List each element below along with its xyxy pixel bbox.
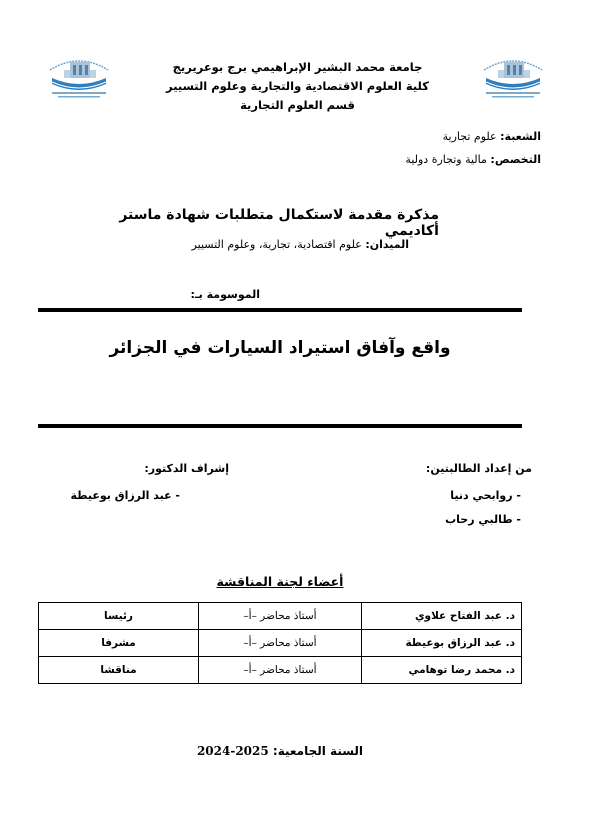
university-name: جامعة محمد البشير الإبراهيمي برج بوعريريج [172,60,423,74]
bottom-divider [38,424,522,428]
table-row [39,657,522,684]
supervisor-name: - عبد الرزاق بوعيطة [70,489,180,502]
department-name: قسم العلوم التجارية [240,98,355,112]
member-rank: أستاذ محاضر –أ– [199,657,362,684]
memo-title: مذكرة مقدمة لاستكمال متطلبات شهادة ماستر أكاديمي [119,207,439,239]
member-role: رئيسا [39,603,199,630]
student-1: - روابحي دنيا [450,489,521,502]
member-rank: أستاذ محاضر –أ– [199,630,362,657]
field-label: الميدان: [365,238,409,251]
branch-label: الشعبة: [500,130,541,143]
academic-year-label: السنة الجامعية: [272,744,364,758]
table-row [39,630,522,657]
academic-year-value: 2024-2025 [196,744,269,758]
prepared-by-label: من إعداد الطالبتين: [425,462,532,475]
field-value: علوم اقتصادية، تجارية، وعلوم التسيير [191,238,362,251]
member-name: د. عبد الرزاق بوعيطة [362,630,522,657]
student-2: - طالبي رحاب [445,513,521,526]
table-row [39,603,522,630]
branch-value: علوم تجارية [442,130,497,143]
committee-title: أعضاء لجنة المناقشة [216,574,344,589]
top-divider [38,308,522,312]
field-line [109,238,409,251]
thesis-title: واقع وآفاق استيراد السيارات في الجزائر [109,338,451,358]
institution-header [150,58,445,115]
member-rank: أستاذ محاضر –أ– [199,603,362,630]
member-role: مناقشا [39,657,199,684]
member-name: د. محمد رضا توهامي [362,657,522,684]
academic-year [38,744,522,758]
member-role: مشرفا [39,630,199,657]
specialty-label: التخصص: [490,153,541,166]
university-logo-right [478,48,548,103]
supervisor-label: إشراف الدكتور: [144,462,229,475]
committee-table [38,602,522,684]
titled-label: الموسومة بـ: [190,288,260,301]
specialty-value: مالية وتجارة دولية [405,153,487,166]
specialty-line [241,153,541,166]
member-name: د. عبد الفتاح علاوي [362,603,522,630]
faculty-name: كلية العلوم الاقتصادية والتجارية وعلوم التسيير [166,79,429,93]
university-logo-left [44,48,114,103]
branch-line [241,130,541,143]
